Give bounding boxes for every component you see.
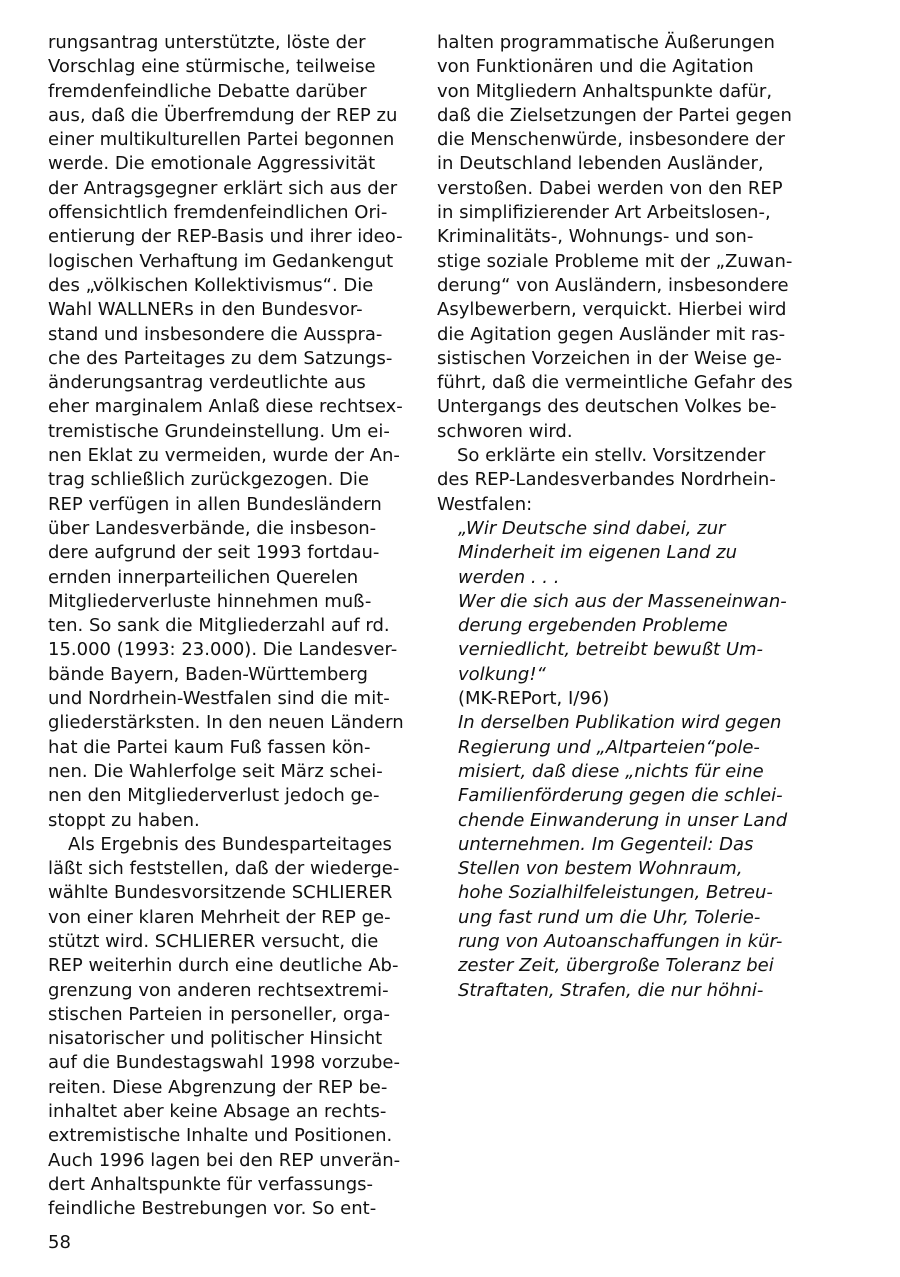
text-line: nisatorischer und politischer Hinsicht: [48, 1028, 383, 1050]
text-line: läßt sich feststellen, daß der wiederge-: [48, 858, 400, 880]
text-line: ten. So sank die Mitgliederzahl auf rd.: [48, 615, 390, 637]
quote-line: In derselben Publikation wird gegen: [458, 712, 782, 734]
text-line: bände Bayern, Baden-Württemberg: [48, 663, 368, 685]
quote-line: verniedlicht, betreibt bewußt Um-: [458, 639, 764, 661]
text-line: auf die Bundestagswahl 1998 vorzube-: [48, 1052, 400, 1074]
text-line: REP weiterhin durch eine deutliche Ab-: [48, 955, 399, 977]
quote-line: werden . . .: [458, 566, 560, 588]
quote-line: unternehmen. Im Gegenteil: Das: [458, 833, 754, 855]
quote-line: Wer die sich aus der Masseneinwan-: [458, 590, 787, 612]
text-line: Auch 1996 lagen bei den REP unverän-: [48, 1149, 401, 1171]
quote-line: volkung!“: [458, 663, 546, 685]
text-line: änderungsantrag verdeutlichte aus: [48, 372, 366, 394]
text-line: Vorschlag eine stürmische, teilweise: [48, 56, 376, 78]
text-line: extremistische Inhalte und Positionen.: [48, 1125, 393, 1147]
text-line: che des Parteitages zu dem Satzungs-: [48, 347, 393, 369]
text-line: von Funktionären und die Agitation: [437, 56, 754, 78]
text-line: aus, daß die Überfremdung der REP zu: [48, 104, 398, 126]
text-line: hat die Partei kaum Fuß fassen kön-: [48, 736, 371, 758]
text-line: 15.000 (1993: 23.000). Die Landesver-: [48, 639, 398, 661]
quote-line: Straftaten, Strafen, die nur höhni-: [458, 979, 764, 1001]
text-line: nen den Mitgliederverlust jedoch ge-: [48, 785, 380, 807]
text-line: Mitgliederverluste hinnehmen muß-: [48, 590, 372, 612]
text-line: Westfalen:: [437, 493, 533, 515]
text-line: werde. Die emotionale Aggressivität: [48, 153, 376, 175]
quote-line: rung von Autoanschaffungen in kür-: [458, 930, 783, 952]
text-line: stischen Parteien in personeller, orga-: [48, 1003, 391, 1025]
text-line: dert Anhaltspunkte für verfassungs-: [48, 1173, 374, 1195]
text-line: stoppt zu haben.: [48, 809, 200, 831]
text-line: fremdenfeindliche Debatte darüber: [48, 80, 367, 102]
text-line: Untergangs des deutschen Volkes be-: [437, 396, 777, 418]
text-line: stützt wird. SCHLIERER versucht, die: [48, 930, 379, 952]
text-line: über Landesverbände, die insbeson-: [48, 517, 377, 539]
text-line: gliederstärksten. In den neuen Ländern: [48, 712, 404, 734]
text-line: und Nordrhein-Westfalen sind die mit-: [48, 688, 390, 710]
text-line: Asylbewerbern, verquickt. Hierbei wird: [437, 299, 787, 321]
quote-line: Stellen von bestem Wohnraum,: [458, 858, 743, 880]
text-line: des REP-Landesverbandes Nordrhein-: [437, 469, 776, 491]
text-line: Wahl WALLNERs in den Bundesvor-: [48, 299, 363, 321]
text-line: die Menschenwürde, insbesondere der: [437, 129, 785, 151]
text-line: logischen Verhaftung im Gedankengut: [48, 250, 394, 272]
text-line: feindliche Bestrebungen vor. So ent-: [48, 1198, 377, 1220]
text-line: der Antragsgegner erklärt sich aus der: [48, 177, 398, 199]
text-line: daß die Zielsetzungen der Partei gegen: [437, 104, 792, 126]
quote-line: hohe Sozialhilfeleistungen, Betreu-: [458, 882, 773, 904]
right-column: [437, 31, 807, 1003]
quote-line: ung fast rund um die Uhr, Tolerie-: [458, 906, 761, 928]
text-line: ernden innerparteilichen Querelen: [48, 566, 359, 588]
text-line: derung“ von Ausländern, insbesondere: [437, 274, 789, 296]
text-line: trag schließlich zurückgezogen. Die: [48, 469, 369, 491]
text-line: führt, daß die vermeintliche Gefahr des: [437, 372, 793, 394]
text-line: offensichtlich fremdenfeindlichen Ori-: [48, 202, 388, 224]
text-line: Kriminalitäts-, Wohnungs- und son-: [437, 226, 754, 248]
text-line: von einer klaren Mehrheit der REP ge-: [48, 906, 391, 928]
quote-line: Minderheit im eigenen Land zu: [458, 542, 738, 564]
text-line: inhaltet aber keine Absage an rechts-: [48, 1101, 387, 1123]
text-line: einer multikulturellen Partei begonnen: [48, 129, 395, 151]
paragraph-start-line: So erklärte ein stellv. Vorsitzender: [457, 445, 766, 467]
text-line: halten programmatische Äußerungen: [437, 32, 775, 53]
quote-line: chende Einwanderung in unser Land: [458, 809, 788, 831]
text-line: dere aufgrund der seit 1993 fortdau-: [48, 542, 380, 564]
text-line: nen Eklat zu vermeiden, wurde der An-: [48, 445, 400, 467]
text-line: des „völkischen Kollektivismus“. Die: [48, 274, 374, 296]
quote-line: misiert, daß diese „nichts für eine: [458, 760, 764, 782]
quote-line: Familienförderung gegen die schlei-: [458, 785, 783, 807]
quote-line: Regierung und „Altparteien“pole-: [458, 736, 760, 758]
text-line: REP verfügen in allen Bundesländern: [48, 493, 382, 515]
text-line: die Agitation gegen Ausländer mit ras-: [437, 323, 786, 345]
text-line: nen. Die Wahlerfolge seit März schei-: [48, 760, 383, 782]
left-column: [48, 31, 408, 1222]
page-number: 58: [48, 1232, 71, 1253]
text-line: rungsantrag unterstützte, löste der: [48, 32, 366, 53]
text-line: eher marginalem Anlaß diese rechtsex-: [48, 396, 403, 418]
text-line: stige soziale Probleme mit der „Zuwan-: [437, 250, 793, 272]
text-line: schworen wird.: [437, 420, 573, 442]
text-line: von Mitgliedern Anhaltspunkte dafür,: [437, 80, 773, 102]
text-line: stand und insbesondere die Ausspra-: [48, 323, 383, 345]
quote-line: derung ergebenden Probleme: [458, 615, 728, 637]
text-line: entierung der REP-Basis und ihrer ideo-: [48, 226, 403, 248]
quote-line: zester Zeit, übergroße Toleranz bei: [458, 955, 774, 977]
text-line: tremistische Grundeinstellung. Um ei-: [48, 420, 390, 442]
quote-source: (MK-REPort, I/96): [458, 688, 610, 710]
text-line: in simplifizierender Art Arbeitslosen-,: [437, 202, 771, 224]
text-line: verstoßen. Dabei werden von den REP: [437, 177, 783, 199]
paragraph-start-line: Als Ergebnis des Bundesparteitages: [68, 833, 392, 855]
text-line: reiten. Diese Abgrenzung der REP be-: [48, 1076, 388, 1098]
text-line: wählte Bundesvorsitzende SCHLIERER: [48, 882, 393, 904]
quote-line: „Wir Deutsche sind dabei, zur: [458, 517, 726, 539]
text-line: grenzung von anderen rechtsextremi-: [48, 979, 389, 1001]
text-line: in Deutschland lebenden Ausländer,: [437, 153, 764, 175]
text-line: sistischen Vorzeichen in der Weise ge-: [437, 347, 782, 369]
